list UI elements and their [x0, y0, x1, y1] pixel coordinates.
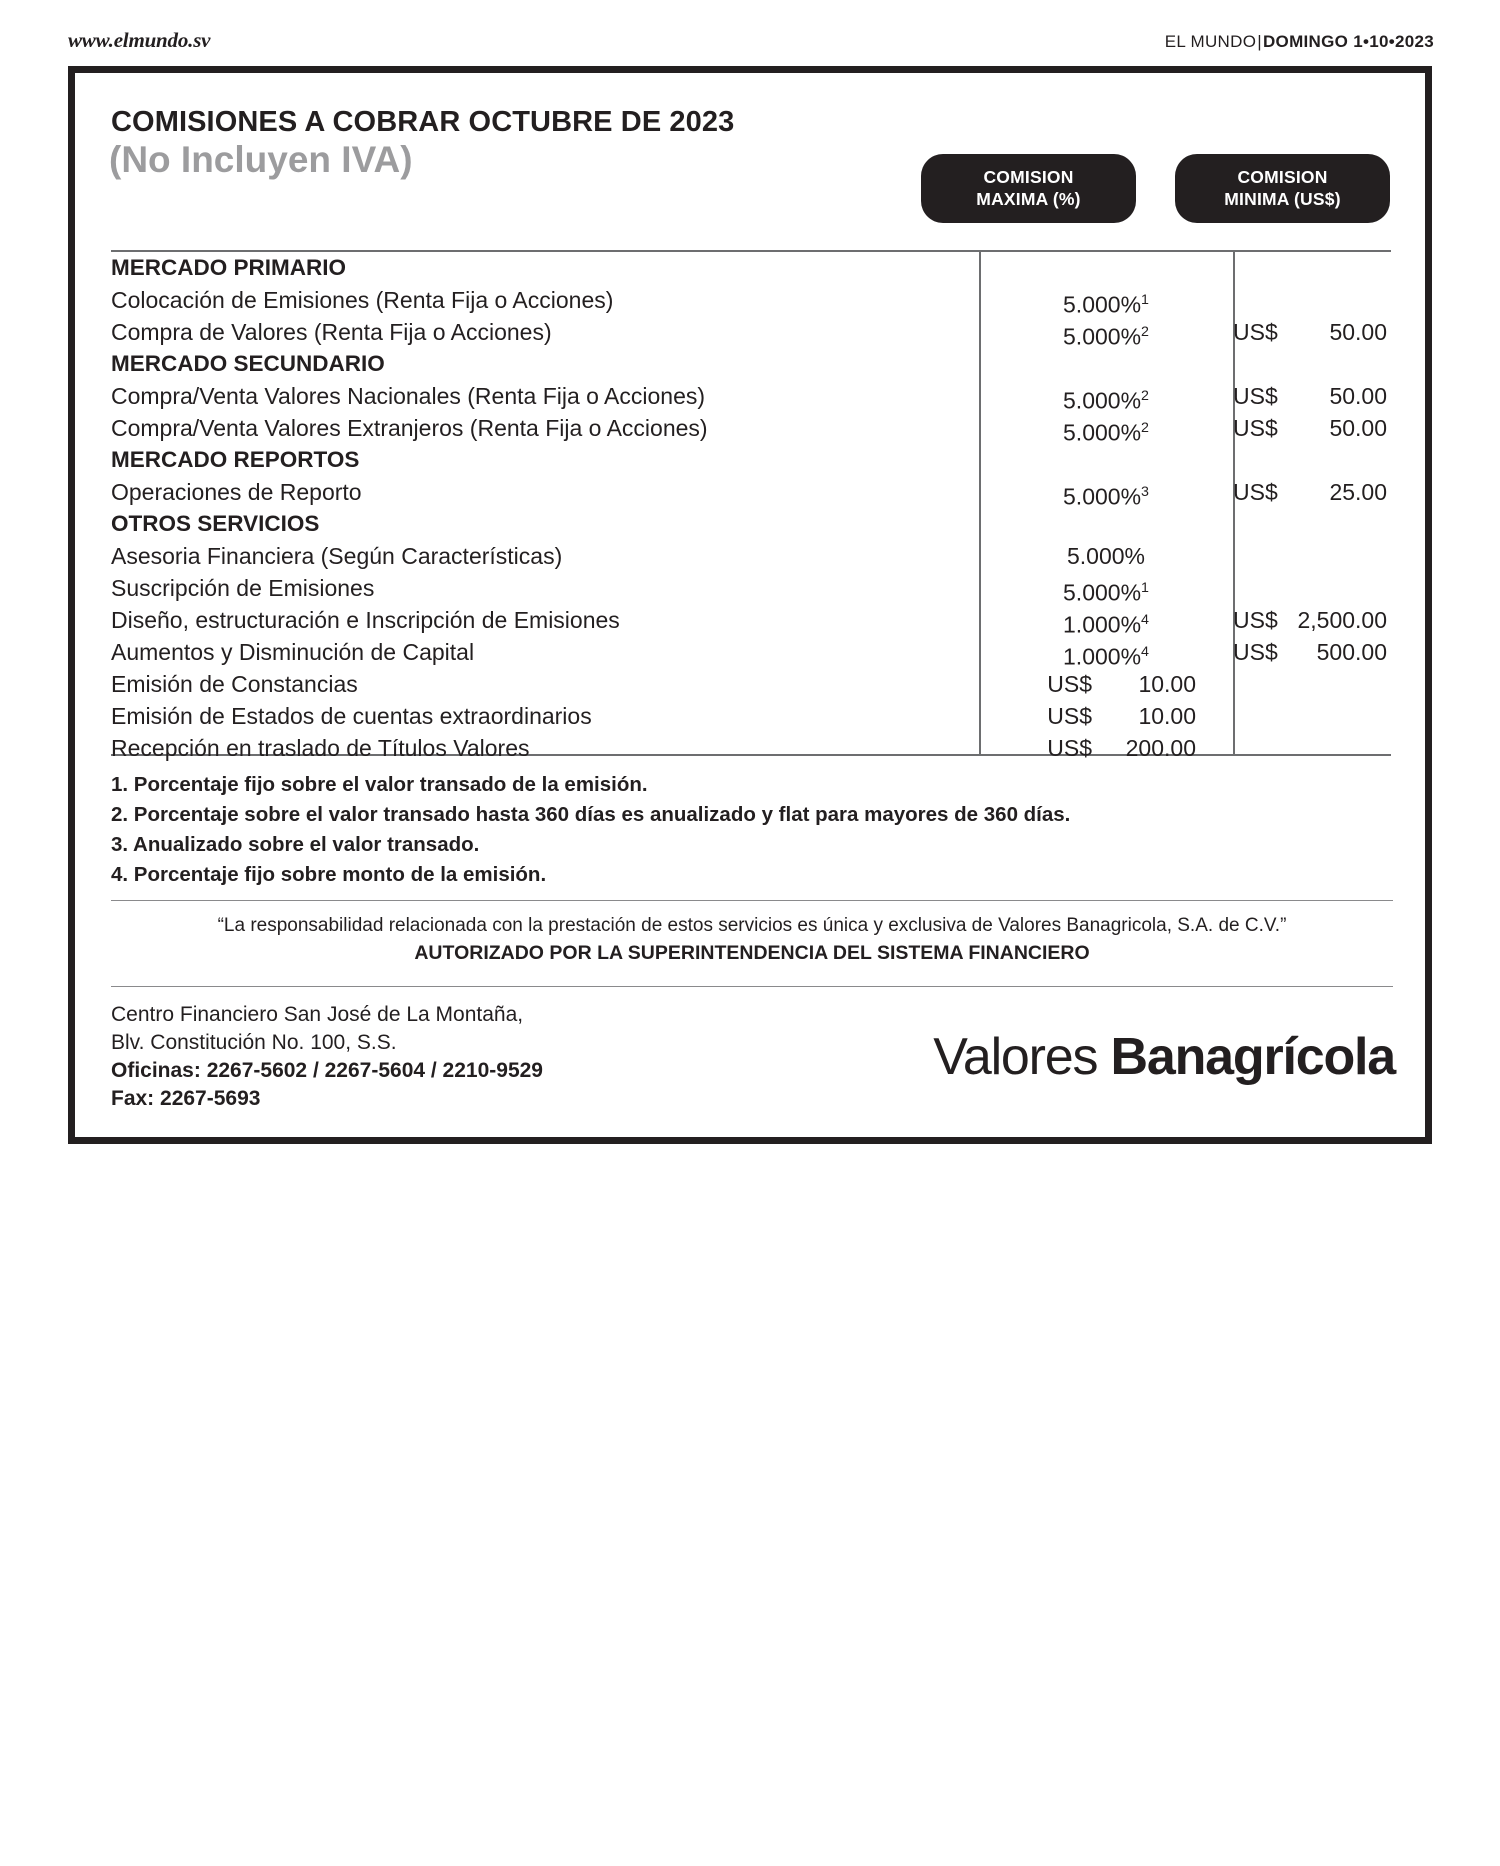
column-header-maximum-commission	[921, 154, 1136, 223]
row-max-footnote-ref: 1	[1141, 580, 1149, 596]
row-label: Colocación de Emisiones (Renta Fija o Acciones)	[111, 287, 614, 313]
row-min-currency: US$	[1233, 319, 1278, 345]
table-section-header	[111, 252, 1391, 284]
row-min-currency: US$	[1233, 479, 1278, 505]
row-label: Recepción en traslado de Títulos Valores	[111, 735, 530, 761]
row-label: Suscripción de Emisiones	[111, 575, 375, 601]
row-label: Emisión de Estados de cuentas extraordinarios	[111, 703, 592, 729]
row-max-percent: 5.000%	[1063, 483, 1142, 510]
row-label: Diseño, estructuración e Inscripción de Emisiones	[111, 607, 620, 633]
table-row	[111, 732, 1391, 764]
column-header-maximum-line1: COMISION	[983, 167, 1074, 187]
row-min-amount: 50.00	[1329, 383, 1387, 409]
fax-line: Fax: 2267-5693	[111, 1087, 261, 1110]
publication-website-url: www.elmundo.sv	[68, 28, 211, 52]
table-row	[111, 572, 1391, 604]
row-label: Compra/Venta Valores Extranjeros (Renta Fija o Acciones)	[111, 415, 708, 441]
footnote-item: 4. Porcentaje fijo sobre monto de la emisión.	[111, 863, 547, 886]
table-row	[111, 700, 1391, 732]
responsibility-statement: “La responsabilidad relacionada con la prestación de estos servicios es única y exclusiva de Valores Banagricola, S.A. de C.V.”	[217, 915, 1287, 936]
row-max-footnote-ref: 2	[1141, 324, 1149, 340]
masthead-edition-info	[1165, 32, 1434, 52]
row-max-footnote-ref: 2	[1141, 388, 1149, 404]
row-minimum-commission	[1233, 380, 1391, 412]
row-label: Operaciones de Reporto	[111, 479, 362, 505]
row-min-currency: US$	[1233, 607, 1278, 633]
row-label: Compra de Valores (Renta Fija o Acciones)	[111, 319, 552, 345]
offices-phone-line: Oficinas: 2267-5602 / 2267-5604 / 2210-9529	[111, 1059, 543, 1082]
footnote-item: 2. Porcentaje sobre el valor transado hasta 360 días es anualizado y flat para mayores de 360 días.	[111, 803, 1071, 826]
row-maximum-commission	[979, 540, 1233, 572]
row-label: MERCADO SECUNDARIO	[111, 351, 385, 376]
row-max-footnote-ref: 4	[1141, 644, 1149, 660]
row-maximum-commission	[979, 668, 1233, 700]
row-max-amount: 10.00	[1138, 671, 1196, 697]
row-max-currency: US$	[1047, 703, 1092, 729]
row-maximum-commission	[979, 700, 1233, 732]
divider-above-disclaimer	[111, 900, 1393, 901]
row-max-percent: 5.000%	[1063, 579, 1142, 606]
row-max-percent: 5.000%	[1063, 323, 1142, 350]
column-header-minimum-line2: MINIMA (US$)	[1224, 189, 1341, 209]
row-min-currency: US$	[1233, 383, 1278, 409]
row-max-footnote-ref: 1	[1141, 292, 1149, 308]
row-max-percent: 5.000%	[1063, 291, 1142, 318]
table-row	[111, 380, 1391, 412]
row-max-amount: 200.00	[1125, 735, 1196, 761]
row-minimum-commission	[1233, 636, 1391, 668]
disclaimer-block	[111, 913, 1393, 967]
row-max-currency: US$	[1047, 735, 1092, 761]
address-line-2: Blv. Constitución No. 100, S.S.	[111, 1031, 397, 1054]
table-section-header	[111, 348, 1391, 380]
table-row	[111, 316, 1391, 348]
row-min-amount: 25.00	[1329, 479, 1387, 505]
logo-word-banagricola: Banagrícola	[1110, 1028, 1395, 1086]
page-subtitle: (No Incluyen IVA)	[109, 139, 413, 180]
row-max-footnote-ref: 3	[1141, 484, 1149, 500]
page-masthead	[0, 28, 1500, 60]
address-line-1: Centro Financiero San José de La Montaña,	[111, 1003, 524, 1026]
row-label: Asesoria Financiera (Según Características)	[111, 543, 563, 569]
row-minimum-commission	[1233, 412, 1391, 444]
table-section-header	[111, 444, 1391, 476]
table-row	[111, 284, 1391, 316]
row-label: Aumentos y Disminución de Capital	[111, 639, 475, 665]
row-max-percent: 5.000%	[1063, 387, 1142, 414]
publication-date: DOMINGO 1•10•2023	[1262, 32, 1434, 51]
row-min-currency: US$	[1233, 639, 1278, 665]
row-max-percent: 5.000%	[1066, 543, 1145, 569]
row-max-amount: 10.00	[1138, 703, 1196, 729]
table-row	[111, 476, 1391, 508]
row-label: OTROS SERVICIOS	[111, 511, 320, 536]
row-label: MERCADO PRIMARIO	[111, 255, 346, 280]
row-min-currency: US$	[1233, 415, 1278, 441]
footnotes-list	[111, 770, 1401, 890]
row-max-percent: 5.000%	[1063, 419, 1142, 446]
table-row	[111, 412, 1391, 444]
row-min-amount: 2,500.00	[1297, 607, 1387, 633]
authorization-statement: AUTORIZADO POR LA SUPERINTENDENCIA DEL SISTEMA FINANCIERO	[414, 942, 1090, 964]
row-max-footnote-ref: 4	[1141, 612, 1149, 628]
divider-above-address	[111, 986, 1393, 987]
table-row	[111, 636, 1391, 668]
column-header-maximum-line2: MAXIMA (%)	[976, 189, 1081, 209]
table-row	[111, 540, 1391, 572]
row-max-currency: US$	[1047, 671, 1092, 697]
logo-word-valores: Valores	[933, 1028, 1111, 1086]
table-section-header	[111, 508, 1391, 540]
row-min-amount: 500.00	[1316, 639, 1387, 665]
row-label: MERCADO REPORTOS	[111, 447, 360, 472]
footnote-item: 1. Porcentaje fijo sobre el valor transado de la emisión.	[111, 773, 648, 796]
footnote-item: 3. Anualizado sobre el valor transado.	[111, 833, 480, 856]
publication-name: EL MUNDO	[1164, 32, 1257, 51]
row-max-percent: 1.000%	[1063, 643, 1142, 670]
row-label: Compra/Venta Valores Nacionales (Renta Fija o Acciones)	[111, 383, 706, 409]
company-logo-wordmark	[933, 1029, 1395, 1085]
masthead-separator: |	[1257, 32, 1262, 51]
row-min-amount: 50.00	[1329, 319, 1387, 345]
commissions-notice-card	[68, 66, 1432, 1144]
row-minimum-commission	[1233, 316, 1391, 348]
contact-address-block	[111, 1001, 543, 1113]
row-maximum-commission	[979, 732, 1233, 764]
row-min-amount: 50.00	[1329, 415, 1387, 441]
page-title: COMISIONES A COBRAR OCTUBRE DE 2023	[111, 106, 735, 138]
row-minimum-commission	[1233, 604, 1391, 636]
table-body	[111, 252, 1391, 764]
column-header-minimum-line1: COMISION	[1237, 167, 1328, 187]
table-row	[111, 604, 1391, 636]
row-minimum-commission	[1233, 476, 1391, 508]
column-header-minimum-commission	[1175, 154, 1390, 223]
row-max-percent: 1.000%	[1063, 611, 1142, 638]
row-max-footnote-ref: 2	[1141, 420, 1149, 436]
table-row	[111, 668, 1391, 700]
row-label: Emisión de Constancias	[111, 671, 358, 697]
